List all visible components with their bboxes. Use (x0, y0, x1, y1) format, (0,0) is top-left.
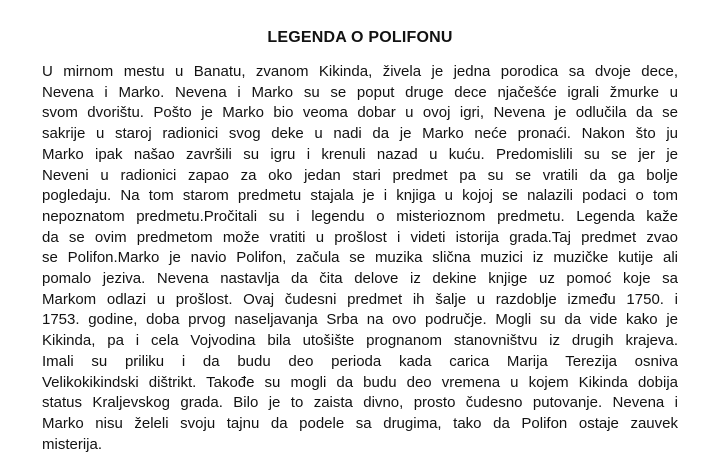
text-line: pogledaju. Na tom starom predmetu stajala je i knjiga u kojoj se nalazili podaci o tom (42, 187, 678, 205)
text-line: Marko ipak našao završili su igru i krenuli nazad u kuću. Predomislili su se jer je (42, 145, 678, 163)
text-line: 1753. godine, doba prvog naseljavanja Srba na ovo područje. Mogli su da vide kako je (42, 311, 678, 329)
text-line: Imali su priliku i da budu deo perioda kada carica Marija Terezija osniva (42, 352, 678, 370)
paragraph (42, 62, 678, 455)
text-line: da se ovim predmetom može vratiti u prošlost i videti istorija grada.Taj predmet zvao (42, 228, 678, 246)
text-line: nepoznatom predmetu.Pročitali su i legendu o misterioznom predmetu. Legenda kaže (42, 207, 678, 225)
text-line: Marko nisu želeli svoju tajnu da podele sa drugima, tako da Polifon ostaje zauvek (42, 414, 678, 432)
text-line: Nevena i Marko. Nevena i Marko su se poput druge dece njačešće igrali žmurke u (42, 83, 678, 101)
text-line: svom dvorištu. Pošto je Marko bio veoma dobar u ovoj igri, Nevena je odlučila da se (42, 104, 678, 122)
text-line: Velikokikindski dištrikt. Takođe su mogli da budu deo vremena u kojem Kikinda dobija (42, 373, 678, 391)
text-line: sakrije u staroj radionici svog deke u nadi da je Marko neće pronaći. Nakon što ju (42, 125, 678, 143)
text-line: status Kraljevskog grada. Bilo je to zaista divno, prosto čudesno putovanje. Nevena i (42, 394, 678, 412)
text-line: Kikinda, pa i cela Vojvodina bila utošište prognanom stanovništvu iz drugih krajeva. (42, 332, 678, 350)
text-line: pomalo jeziva. Nevena nastavlja da čita delove iz dekine knjige uz pomoć koje sa (42, 270, 678, 288)
text-line: Neveni u radionici zapao za oko jedan stari predmet pa su se vratili da ga bolje (42, 166, 678, 184)
text-line: Markom odlazi u prošlost. Ovaj čudesni predmet ih šalje u razdoblje između 1750. i (42, 290, 678, 308)
text-line: U mirnom mestu u Banatu, zvanom Kikinda, živela je jedna porodica sa dvoje dece, (42, 63, 678, 80)
page-title: LEGENDA O POLIFONU (267, 29, 453, 46)
text-line: misterija. (42, 435, 103, 453)
text-line: se Polifon.Marko je navio Polifon, začula se muzika slična muzici iz muzičke kutije ali (42, 249, 678, 267)
